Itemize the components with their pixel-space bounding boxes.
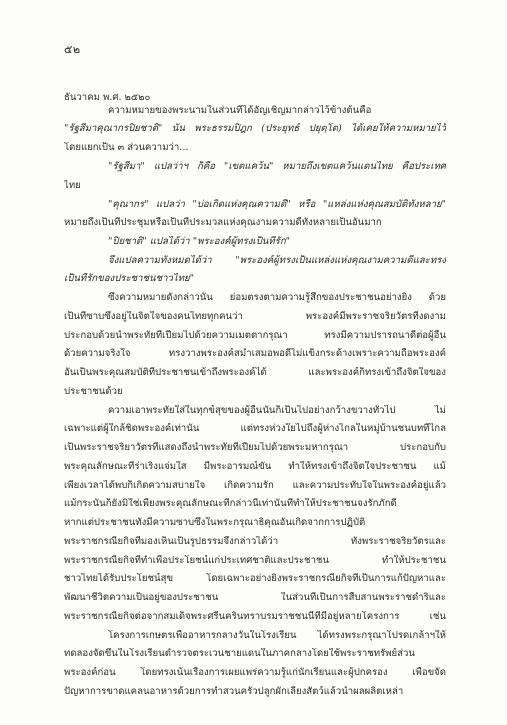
body-line: เป็นที่ซาบซึ้งอยู่ในจิตใจของคนไทยทุกคนว่า พระองค์มีพระราชจริยวัตรที่งดงาม: [64, 311, 446, 322]
page-number: ๕๒: [64, 43, 81, 56]
body-line: เฉพาะแต่ผู้ใกล้ชิดพระองค์เท่านั้น แต่ทรงห่วงใยไปถึงผู้ห่างไกลในหมู่บ้านชนบทที่ไกล: [64, 423, 446, 434]
body-line: "รัฐสีมา" แปลว่าฯ ก็คือ "เขตแคว้น" หมายถึงเขตแคว้นแดนไทย คือประเทศ: [108, 161, 446, 172]
body-line: แม้กระนั้นก็ยังมิใช่เพียงพระคุณลักษณะที่กล่าวนี้เท่านั้นที่ทำให้ประชาชนจงรักภักดี: [64, 498, 397, 509]
body-line: พระราชกรณียกิจที่มองเห็นเป็นรูปธรรมจึงกล่าวได้ว่า ทั้งพระราชจริยวัตรและ: [64, 536, 446, 547]
body-line: ความเอาพระทัยใส่ในทุกข์สุขของผู้อื่นนั้นก็เป็นไปอย่างกว้างขวางทั่วไป ไม่: [108, 405, 446, 416]
body-line: หากแต่ประชาชนทั้งมีความซาบซึ้งในพระกรุณาธิคุณอันเกิดจากการปฏิบัติ: [64, 517, 366, 528]
body-line: เพียงเวลาได้พบก็เกิดความสบายใจ เกิดความรัก และความประทับใจในพระองค์อยู่แล้ว: [64, 480, 446, 491]
body-line: อันเป็นพระคุณสมบัติที่ประชาชนเข้าถึงพระองค์ได้ และพระองค์ก็ทรงเข้าถึงจิตใจของ: [64, 367, 446, 378]
body-line: "คุณากร" แปลว่า "บ่อเกิดแห่งคุณความดี" หรือ "แหล่งแห่งคุณสมบัติทั้งหลาย": [108, 199, 446, 210]
body-line: ประชาชนด้วย: [64, 386, 123, 397]
date-line: ธันวาคม พ.ศ. ๒๕๒๐: [64, 92, 151, 103]
body-line: ซึ่งความหมายดังกล่าวนั้น ย่อมตรงตามความรู้สึกของประชาชนอย่างยิ่ง ด้วย: [108, 292, 446, 303]
body-line: "ปิยชาติ" แปลได้ว่า "พระองค์ผู้ทรงเป็นที่รัก": [108, 236, 291, 247]
body-line: พระราชกรณียกิจต่อจากสมเด็จพระศรีนครินทราบรมราชชนนีที่มีอยู่หลายโครงการ เช่น: [64, 611, 446, 622]
body-line: ทดลองจัดขึ้นในโรงเรียนตำรวจตระเวนชายแดนในภาคกลางโดยใช้พระราชทรัพย์ส่วน: [64, 648, 415, 659]
body-line: ปัญหาการขาดแคลนอาหารด้วยการทำสวนครัวปลูกผักเลี้ยงสัตว์แล้วนำผลผลิตเหล่า: [64, 686, 404, 697]
body-line: ความหมายของพระนามในส่วนที่ได้อัญเชิญมากล่าวไว้ข้างต้นคือ: [108, 105, 372, 116]
body-line: พระองค์ก่อน โดยทรงเน้นเรื่องการเผยแพร่ความรู้แก่นักเรียนและผู้ปกครอง เพื่อขจัด: [64, 667, 446, 678]
body-line: พระราชกรณียกิจที่ทำเพื่อประโยชน์แก่ประเทศชาติและประชาชน ทำให้ประชาชน: [64, 555, 446, 566]
body-line: ชาวไทยได้รับประโยชน์สุข โดยเฉพาะอย่างยิ่งพระราชกรณียกิจที่เป็นการแก้ปัญหาและ: [64, 573, 446, 584]
body-line: โดยแยกเป็น ๓ ส่วนความว่า...: [64, 142, 189, 153]
body-line: เป็นที่รักของประชาชนชาวไทย": [64, 273, 195, 284]
body-line: ด้วยความจริงใจ ทรงวางพระองค์สม่ำเสมอพอดีไม่แข็งกระด้างเพราะความถือพระองค์: [64, 348, 446, 359]
body-line: ประกอบด้วยน้ำพระทัยที่เปี่ยมไปด้วยความเมตตากรุณา ทรงมีความปรารถนาดีต่อผู้อื่น: [64, 330, 446, 341]
body-line: ไทย: [64, 180, 81, 191]
body-line: พัฒนาชีวิตความเป็นอยู่ของประชาชน ในส่วนที่เป็นการสืบสานพระราชดำริและ: [64, 592, 446, 603]
body-line: เป็นพระราชจริยาวัตรที่แสดงถึงน้ำพระทัยที่เปี่ยมไปด้วยพระมหากรุณา ประกอบกับ: [64, 442, 446, 453]
body-line: จึงแปลความทั้งหมดได้ว่า "พระองค์ผู้ทรงเป็นแหล่งแห่งคุณงามความดีและทรง: [108, 255, 446, 266]
body-line: พระคุณลักษณะที่ร่าเริงแจ่มใส มีพระอารมณ์ขัน ทำให้ทรงเข้าถึงจิตใจประชาชน แม้: [64, 461, 446, 472]
body-line: หมายถึงเป็นที่ประชุมหรือเป็นที่ประมวลแห่งคุณงามความดีทั้งหลายเป็นอันมาก: [64, 217, 382, 228]
body-line: โครงการเกษตรเพื่ออาหารกลางวันในโรงเรียน ได้ทรงพระกรุณาโปรดเกล้าฯให้: [108, 630, 446, 641]
body-line: "รัฐสีมาคุณากรปิยชาติ" นั้น พระธรรมปิฎก (ประยุทธ์ ปยุตฺโต) ได้เคยให้ความหมายไว้: [64, 123, 446, 134]
